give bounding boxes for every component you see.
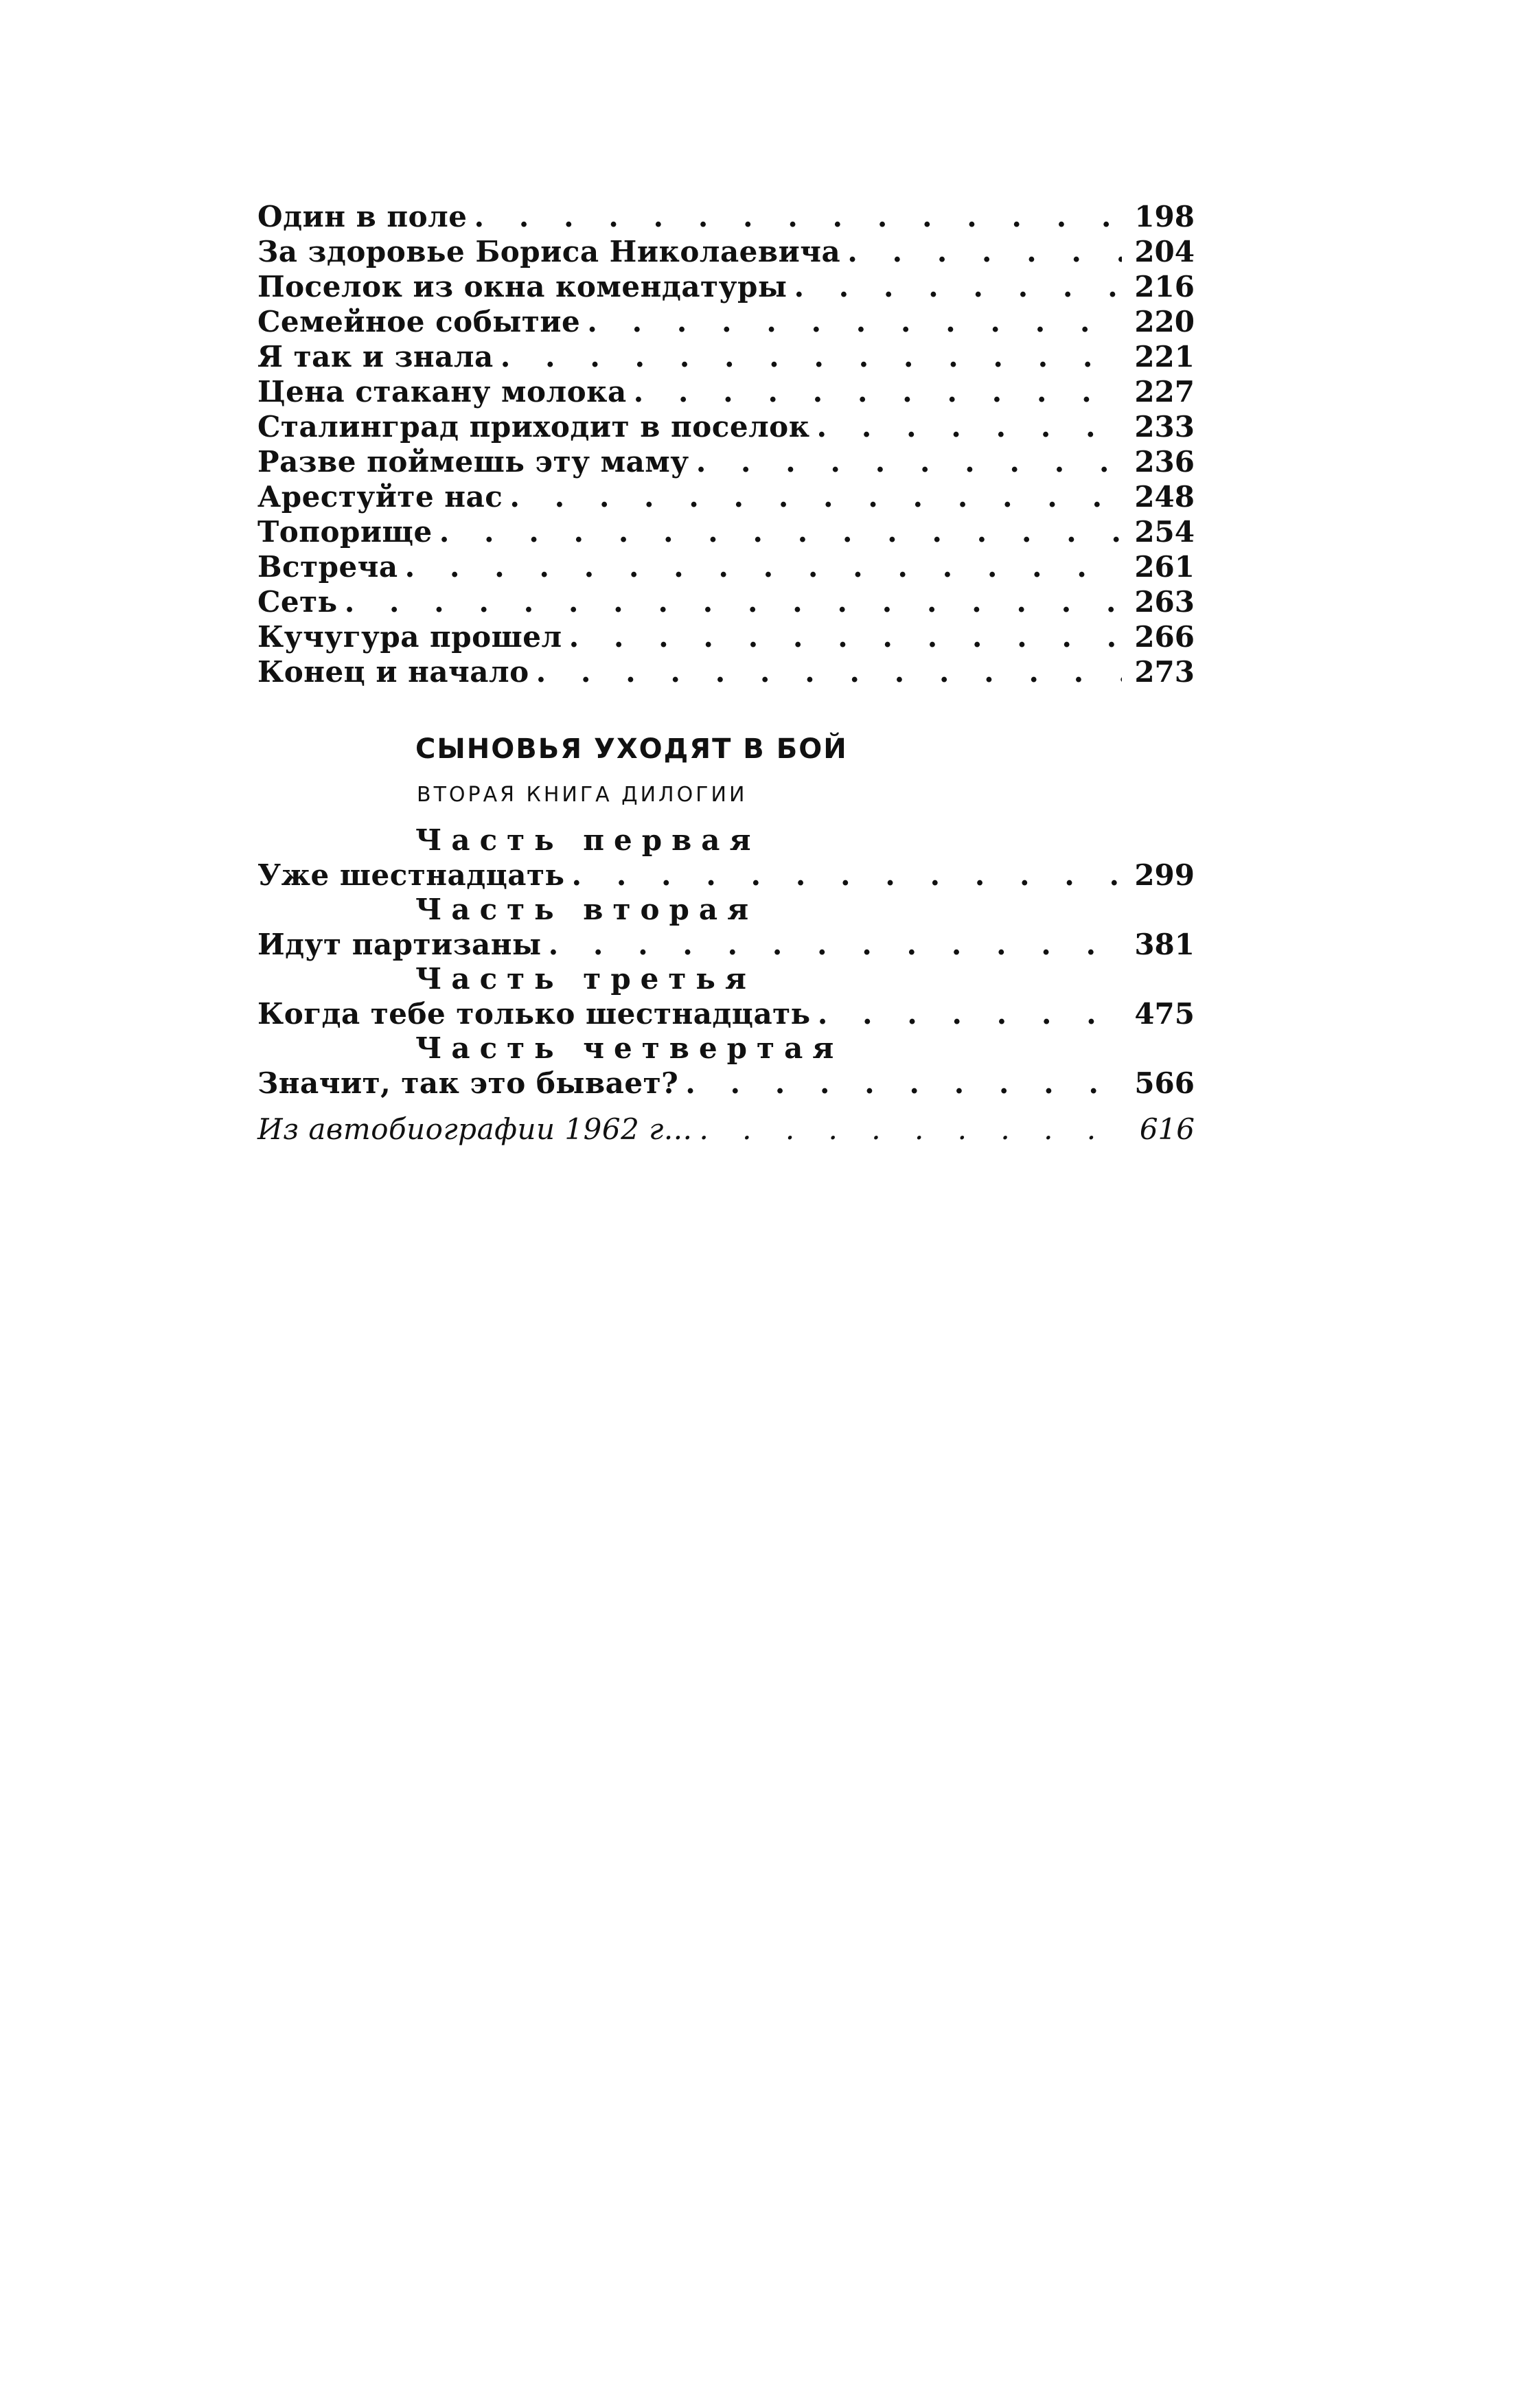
- toc-entry-page: 233: [1134, 410, 1195, 444]
- part-entry: [257, 1066, 1195, 1101]
- toc-entry-title: Конец и начало: [257, 655, 529, 689]
- dot-leader: [569, 619, 1122, 654]
- part-heading: Часть третья: [415, 962, 756, 996]
- dot-leader: [405, 549, 1122, 584]
- toc-entry-title: Арестуйте нас: [257, 480, 503, 514]
- toc-entry: [257, 199, 1195, 234]
- dot-leader: [509, 479, 1122, 514]
- dot-leader: [474, 199, 1123, 234]
- dot-leader: [439, 514, 1122, 549]
- toc-entry-page: 236: [1134, 445, 1195, 479]
- dot-leader: [536, 654, 1122, 689]
- toc-entry-title: Семейное событие: [257, 305, 581, 339]
- dot-leader: [794, 269, 1122, 304]
- toc-entry: [257, 549, 1195, 584]
- book-title: СЫНОВЬЯ УХОДЯТ В БОЙ: [415, 733, 848, 765]
- toc-entry-page: 204: [1134, 235, 1195, 268]
- toc-entry-title: Топорище: [257, 515, 433, 549]
- part-entry-title: Значит, так это бывает?: [257, 1066, 679, 1100]
- toc-entry: [257, 304, 1195, 339]
- toc-entry-page: 198: [1134, 200, 1195, 233]
- toc-entry-page: 248: [1134, 480, 1195, 514]
- toc-entry-page: 227: [1134, 375, 1195, 409]
- part-entry-title: Идут партизаны: [257, 928, 542, 961]
- part-entry: [257, 858, 1195, 893]
- toc-entry-title: Разве поймешь эту маму: [257, 445, 689, 479]
- dot-leader: [818, 996, 1122, 1031]
- toc-entry: [257, 374, 1195, 409]
- dot-leader: [847, 234, 1122, 269]
- toc-entry-title: Встреча: [257, 550, 398, 584]
- part-heading: Часть четвертая: [415, 1031, 844, 1065]
- toc-entry-page: 266: [1134, 620, 1195, 654]
- part-entry-page: 381: [1134, 928, 1195, 961]
- part-heading: Часть первая: [415, 823, 761, 857]
- toc-entry: [257, 234, 1195, 269]
- toc-entry: [257, 269, 1195, 304]
- part-entry-page: 566: [1134, 1066, 1195, 1100]
- dot-leader: [634, 374, 1122, 409]
- part-entry-title: Когда тебе только шестнадцать: [257, 997, 811, 1031]
- toc-entry-title: Один в поле: [257, 200, 468, 233]
- toc-entry: [257, 409, 1195, 444]
- part-list: [257, 823, 1195, 1101]
- toc-entry-title: Сеть: [257, 585, 338, 619]
- dot-leader: [501, 339, 1122, 374]
- toc-entry-page: 261: [1134, 550, 1195, 584]
- toc-entry: [257, 654, 1195, 689]
- book-subtitle: ВТОРАЯ КНИГА ДИЛОГИИ: [417, 783, 748, 807]
- epilogue-page: 616: [1139, 1112, 1195, 1146]
- part-heading: Часть вторая: [415, 893, 759, 926]
- toc-entry-title: Сталинград приходит в поселок: [257, 410, 810, 444]
- dot-leader: [817, 409, 1122, 444]
- part-entry-page: 475: [1134, 997, 1195, 1031]
- part-entry-page: 299: [1134, 858, 1195, 892]
- toc-entry-list: [257, 199, 1195, 689]
- part-entry: [257, 927, 1195, 962]
- dot-leader: [345, 584, 1122, 619]
- toc-entry: [257, 584, 1195, 619]
- dot-leader: [699, 1112, 1122, 1147]
- toc-entry-title: Поселок из окна комендатуры: [257, 270, 788, 303]
- part-entry-title: Уже шестнадцать: [257, 858, 565, 892]
- toc-entry-title: Цена стакану молока: [257, 375, 627, 409]
- part-entry: [257, 996, 1195, 1031]
- toc-entry-page: 216: [1134, 270, 1195, 303]
- dot-leader: [549, 927, 1122, 962]
- toc-entry: [257, 514, 1195, 549]
- epilogue-entry: [257, 1112, 1195, 1147]
- dot-leader: [685, 1066, 1122, 1101]
- toc-entry: [257, 444, 1195, 479]
- toc-entry-title: За здоровье Бориса Николаевича: [257, 235, 841, 268]
- toc-entry-page: 254: [1134, 515, 1195, 549]
- toc-entry: [257, 339, 1195, 374]
- toc-entry-page: 221: [1134, 340, 1195, 374]
- table-of-contents: [257, 199, 1195, 1147]
- dot-leader: [572, 858, 1122, 893]
- epilogue-title: Из автобиографии 1962 г...: [257, 1112, 693, 1146]
- dot-leader: [696, 444, 1122, 479]
- dot-leader: [587, 304, 1122, 339]
- toc-entry: [257, 619, 1195, 654]
- toc-entry-page: 273: [1134, 655, 1195, 689]
- toc-entry-title: Кучугура прошел: [257, 620, 562, 654]
- toc-entry-title: Я так и знала: [257, 340, 494, 374]
- toc-entry-page: 263: [1134, 585, 1195, 619]
- toc-entry-page: 220: [1134, 305, 1195, 339]
- toc-entry: [257, 479, 1195, 514]
